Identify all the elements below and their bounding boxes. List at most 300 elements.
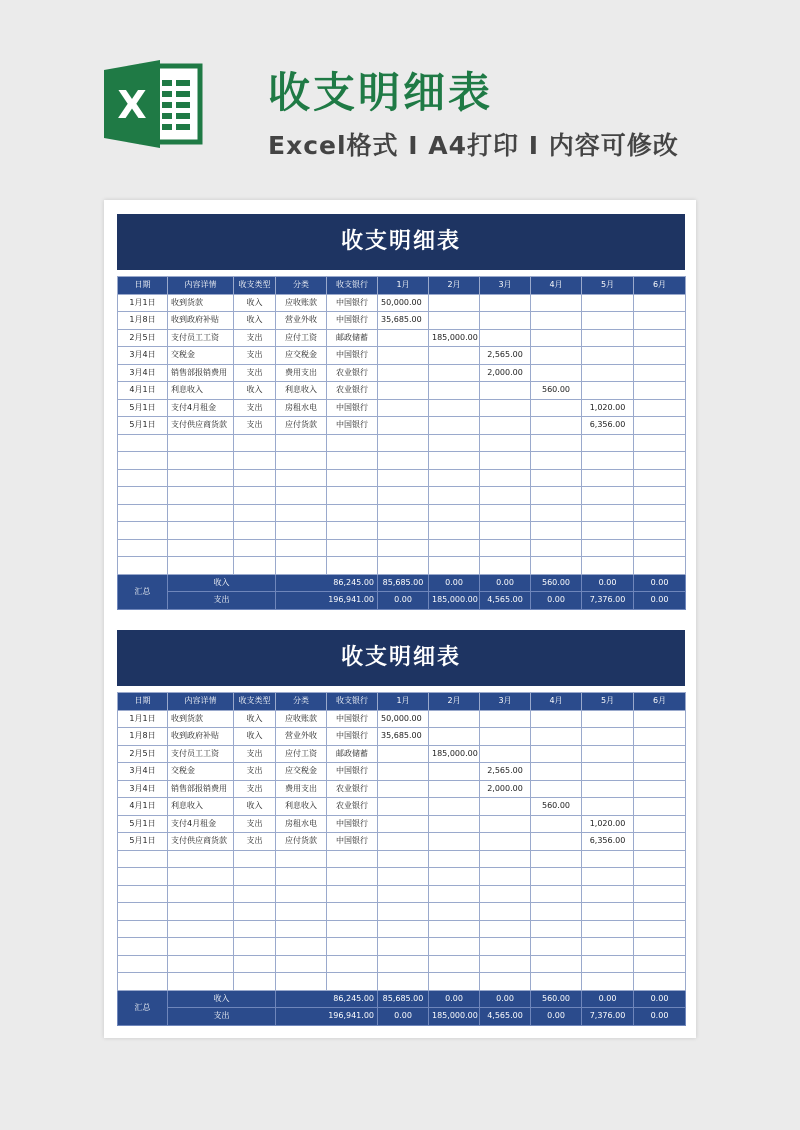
table-cell[interactable] [429, 763, 480, 781]
table-cell[interactable]: 中国银行 [327, 312, 378, 330]
table-cell[interactable] [480, 728, 531, 746]
table-cell[interactable] [429, 504, 480, 522]
table-cell[interactable] [234, 539, 276, 557]
table-cell[interactable] [634, 868, 686, 886]
table-cell[interactable] [480, 469, 531, 487]
table-cell[interactable]: 支付供应商货款 [168, 417, 234, 435]
table-cell[interactable] [378, 955, 429, 973]
table-cell[interactable]: 中国银行 [327, 728, 378, 746]
table-cell[interactable] [378, 469, 429, 487]
table-cell[interactable] [276, 522, 327, 540]
table-cell[interactable]: 收入 [234, 382, 276, 400]
table-cell[interactable] [582, 504, 634, 522]
table-cell[interactable] [531, 487, 582, 505]
table-cell[interactable] [531, 815, 582, 833]
table-cell[interactable] [118, 487, 168, 505]
table-cell[interactable] [634, 745, 686, 763]
table-cell[interactable]: 支付供应商货款 [168, 833, 234, 851]
table-cell[interactable]: 2,565.00 [480, 347, 531, 365]
table-cell[interactable]: 销售部报销费用 [168, 780, 234, 798]
table-cell[interactable] [327, 469, 378, 487]
table-cell[interactable]: 3月4日 [118, 364, 168, 382]
table-cell[interactable] [531, 347, 582, 365]
table-cell[interactable] [634, 504, 686, 522]
table-cell[interactable] [429, 417, 480, 435]
table-cell[interactable]: 1月8日 [118, 312, 168, 330]
table-cell[interactable] [582, 763, 634, 781]
summary-income-value[interactable]: 0.00 [429, 990, 480, 1008]
summary-expense-value[interactable]: 0.00 [378, 592, 429, 610]
table-cell[interactable]: 收到货款 [168, 710, 234, 728]
table-cell[interactable]: 支出 [234, 347, 276, 365]
table-cell[interactable] [480, 312, 531, 330]
summary-income-value[interactable]: 0.00 [634, 990, 686, 1008]
table-cell[interactable] [378, 798, 429, 816]
table-cell[interactable] [276, 920, 327, 938]
table-cell[interactable] [118, 920, 168, 938]
table-cell[interactable] [429, 920, 480, 938]
table-cell[interactable]: 应收账款 [276, 294, 327, 312]
table-cell[interactable] [634, 815, 686, 833]
table-cell[interactable] [378, 850, 429, 868]
table-cell[interactable] [582, 710, 634, 728]
table-cell[interactable] [634, 469, 686, 487]
table-cell[interactable] [118, 434, 168, 452]
table-cell[interactable] [378, 780, 429, 798]
table-cell[interactable] [531, 539, 582, 557]
table-cell[interactable]: 应交税金 [276, 347, 327, 365]
table-cell[interactable] [582, 728, 634, 746]
table-cell[interactable]: 应付货款 [276, 833, 327, 851]
table-cell[interactable]: 中国银行 [327, 399, 378, 417]
table-cell[interactable]: 中国银行 [327, 294, 378, 312]
table-cell[interactable] [118, 522, 168, 540]
table-cell[interactable] [234, 469, 276, 487]
table-cell[interactable]: 185,000.00 [429, 745, 480, 763]
table-cell[interactable]: 交税金 [168, 347, 234, 365]
table-cell[interactable]: 560.00 [531, 382, 582, 400]
table-cell[interactable]: 支付4月租金 [168, 399, 234, 417]
table-cell[interactable] [378, 539, 429, 557]
table-cell[interactable]: 费用支出 [276, 780, 327, 798]
summary-income-value[interactable]: 560.00 [531, 574, 582, 592]
table-cell[interactable]: 收入 [234, 798, 276, 816]
table-cell[interactable] [480, 938, 531, 956]
table-cell[interactable] [429, 294, 480, 312]
table-cell[interactable] [378, 347, 429, 365]
table-cell[interactable]: 利息收入 [276, 382, 327, 400]
table-cell[interactable]: 支出 [234, 329, 276, 347]
table-cell[interactable]: 3月4日 [118, 347, 168, 365]
table-cell[interactable] [378, 938, 429, 956]
table-cell[interactable] [480, 710, 531, 728]
table-cell[interactable] [634, 885, 686, 903]
table-cell[interactable] [480, 522, 531, 540]
summary-income-value[interactable]: 86,245.00 [276, 574, 378, 592]
table-cell[interactable] [480, 417, 531, 435]
table-cell[interactable] [531, 294, 582, 312]
table-cell[interactable] [234, 850, 276, 868]
table-cell[interactable] [531, 850, 582, 868]
table-cell[interactable]: 1,020.00 [582, 815, 634, 833]
table-cell[interactable] [531, 728, 582, 746]
table-cell[interactable] [118, 539, 168, 557]
table-cell[interactable] [168, 522, 234, 540]
table-cell[interactable]: 收入 [234, 312, 276, 330]
table-cell[interactable]: 农业银行 [327, 364, 378, 382]
table-cell[interactable] [378, 487, 429, 505]
table-cell[interactable] [168, 557, 234, 575]
table-cell[interactable] [276, 469, 327, 487]
table-cell[interactable] [327, 850, 378, 868]
table-cell[interactable] [327, 973, 378, 991]
table-cell[interactable]: 中国银行 [327, 833, 378, 851]
table-cell[interactable]: 营业外收 [276, 312, 327, 330]
table-cell[interactable]: 房租水电 [276, 399, 327, 417]
table-cell[interactable] [276, 557, 327, 575]
table-cell[interactable] [634, 780, 686, 798]
table-cell[interactable] [234, 938, 276, 956]
table-cell[interactable] [480, 885, 531, 903]
table-cell[interactable] [634, 920, 686, 938]
table-cell[interactable] [531, 938, 582, 956]
table-cell[interactable] [378, 833, 429, 851]
table-cell[interactable] [378, 868, 429, 886]
table-cell[interactable] [582, 557, 634, 575]
table-cell[interactable] [276, 903, 327, 921]
table-cell[interactable] [378, 745, 429, 763]
table-cell[interactable]: 收入 [234, 710, 276, 728]
table-cell[interactable] [582, 903, 634, 921]
table-cell[interactable] [429, 903, 480, 921]
table-cell[interactable] [480, 955, 531, 973]
table-cell[interactable]: 收入 [234, 728, 276, 746]
table-cell[interactable] [429, 434, 480, 452]
table-cell[interactable] [531, 763, 582, 781]
table-cell[interactable] [531, 469, 582, 487]
table-cell[interactable] [480, 329, 531, 347]
table-cell[interactable] [480, 973, 531, 991]
table-cell[interactable]: 支付4月租金 [168, 815, 234, 833]
table-cell[interactable] [480, 294, 531, 312]
table-cell[interactable] [378, 382, 429, 400]
table-cell[interactable] [327, 903, 378, 921]
table-cell[interactable] [378, 885, 429, 903]
table-cell[interactable] [531, 903, 582, 921]
table-cell[interactable] [582, 920, 634, 938]
table-cell[interactable] [168, 469, 234, 487]
table-cell[interactable] [327, 938, 378, 956]
table-cell[interactable] [634, 347, 686, 365]
table-cell[interactable] [582, 469, 634, 487]
table-cell[interactable] [531, 329, 582, 347]
summary-income-value[interactable]: 0.00 [480, 990, 531, 1008]
table-cell[interactable] [234, 557, 276, 575]
table-cell[interactable] [634, 294, 686, 312]
table-cell[interactable] [531, 955, 582, 973]
table-cell[interactable] [634, 798, 686, 816]
table-cell[interactable]: 邮政储蓄 [327, 745, 378, 763]
summary-income-value[interactable]: 0.00 [582, 574, 634, 592]
table-cell[interactable]: 中国银行 [327, 347, 378, 365]
table-cell[interactable]: 1月1日 [118, 710, 168, 728]
table-cell[interactable]: 收到政府补贴 [168, 312, 234, 330]
table-cell[interactable] [634, 728, 686, 746]
table-cell[interactable] [118, 452, 168, 470]
table-cell[interactable] [634, 955, 686, 973]
table-cell[interactable] [531, 452, 582, 470]
table-cell[interactable]: 3月4日 [118, 780, 168, 798]
table-cell[interactable] [378, 763, 429, 781]
table-cell[interactable] [582, 452, 634, 470]
table-cell[interactable] [118, 504, 168, 522]
table-cell[interactable] [531, 417, 582, 435]
table-cell[interactable] [168, 903, 234, 921]
table-cell[interactable] [276, 539, 327, 557]
table-cell[interactable]: 应收账款 [276, 710, 327, 728]
table-cell[interactable] [582, 745, 634, 763]
table-cell[interactable] [531, 920, 582, 938]
table-cell[interactable] [378, 815, 429, 833]
table-cell[interactable]: 2,000.00 [480, 364, 531, 382]
table-cell[interactable] [634, 938, 686, 956]
table-cell[interactable] [429, 487, 480, 505]
table-cell[interactable] [168, 539, 234, 557]
table-cell[interactable] [480, 798, 531, 816]
table-cell[interactable] [582, 798, 634, 816]
table-cell[interactable] [168, 504, 234, 522]
table-cell[interactable] [634, 329, 686, 347]
table-cell[interactable]: 应付工资 [276, 329, 327, 347]
summary-expense-value[interactable]: 7,376.00 [582, 592, 634, 610]
table-cell[interactable]: 50,000.00 [378, 294, 429, 312]
table-cell[interactable] [276, 504, 327, 522]
table-cell[interactable] [531, 868, 582, 886]
table-cell[interactable] [276, 434, 327, 452]
table-cell[interactable]: 支付员工工资 [168, 329, 234, 347]
table-cell[interactable] [531, 557, 582, 575]
table-cell[interactable] [634, 903, 686, 921]
table-cell[interactable] [582, 885, 634, 903]
table-cell[interactable] [429, 452, 480, 470]
table-cell[interactable] [168, 938, 234, 956]
table-cell[interactable] [234, 868, 276, 886]
table-cell[interactable] [378, 973, 429, 991]
table-cell[interactable] [582, 868, 634, 886]
table-cell[interactable] [429, 557, 480, 575]
table-cell[interactable]: 收到政府补贴 [168, 728, 234, 746]
table-cell[interactable] [327, 920, 378, 938]
table-cell[interactable] [480, 745, 531, 763]
table-cell[interactable] [118, 973, 168, 991]
table-cell[interactable]: 35,685.00 [378, 312, 429, 330]
table-cell[interactable] [118, 557, 168, 575]
summary-income-value[interactable]: 86,245.00 [276, 990, 378, 1008]
table-cell[interactable]: 农业银行 [327, 798, 378, 816]
table-cell[interactable] [276, 955, 327, 973]
table-cell[interactable] [378, 903, 429, 921]
table-cell[interactable] [582, 850, 634, 868]
table-cell[interactable] [234, 920, 276, 938]
table-cell[interactable] [429, 955, 480, 973]
summary-expense-value[interactable]: 0.00 [531, 592, 582, 610]
table-cell[interactable] [429, 539, 480, 557]
table-cell[interactable] [531, 833, 582, 851]
table-cell[interactable] [531, 504, 582, 522]
table-cell[interactable] [118, 469, 168, 487]
table-cell[interactable] [634, 312, 686, 330]
table-cell[interactable] [234, 903, 276, 921]
table-cell[interactable] [582, 973, 634, 991]
table-cell[interactable] [582, 539, 634, 557]
table-cell[interactable] [480, 920, 531, 938]
table-cell[interactable] [480, 539, 531, 557]
table-cell[interactable] [634, 557, 686, 575]
table-cell[interactable]: 农业银行 [327, 382, 378, 400]
table-cell[interactable] [582, 434, 634, 452]
table-cell[interactable] [480, 487, 531, 505]
table-cell[interactable] [429, 399, 480, 417]
table-cell[interactable] [234, 955, 276, 973]
table-cell[interactable]: 4月1日 [118, 798, 168, 816]
table-cell[interactable] [531, 312, 582, 330]
summary-expense-value[interactable]: 4,565.00 [480, 592, 531, 610]
table-cell[interactable] [429, 798, 480, 816]
table-cell[interactable] [327, 434, 378, 452]
table-cell[interactable] [327, 885, 378, 903]
table-cell[interactable] [429, 973, 480, 991]
table-cell[interactable] [327, 522, 378, 540]
table-cell[interactable]: 6,356.00 [582, 417, 634, 435]
table-cell[interactable] [118, 955, 168, 973]
table-cell[interactable] [327, 868, 378, 886]
table-cell[interactable] [582, 487, 634, 505]
table-cell[interactable]: 2月5日 [118, 745, 168, 763]
table-cell[interactable] [582, 780, 634, 798]
summary-income-value[interactable]: 85,685.00 [378, 574, 429, 592]
table-cell[interactable]: 4月1日 [118, 382, 168, 400]
table-cell[interactable] [168, 955, 234, 973]
table-cell[interactable]: 支出 [234, 364, 276, 382]
table-cell[interactable] [634, 417, 686, 435]
table-cell[interactable] [429, 522, 480, 540]
table-cell[interactable] [634, 763, 686, 781]
summary-income-value[interactable]: 560.00 [531, 990, 582, 1008]
table-cell[interactable] [480, 504, 531, 522]
table-cell[interactable]: 利息收入 [276, 798, 327, 816]
table-cell[interactable] [480, 434, 531, 452]
table-cell[interactable] [327, 487, 378, 505]
table-cell[interactable] [531, 745, 582, 763]
table-cell[interactable] [378, 329, 429, 347]
table-cell[interactable] [531, 973, 582, 991]
table-cell[interactable]: 3月4日 [118, 763, 168, 781]
table-cell[interactable]: 1月8日 [118, 728, 168, 746]
table-cell[interactable]: 支付员工工资 [168, 745, 234, 763]
table-cell[interactable]: 5月1日 [118, 833, 168, 851]
table-cell[interactable] [634, 710, 686, 728]
table-cell[interactable]: 1月1日 [118, 294, 168, 312]
table-cell[interactable]: 185,000.00 [429, 329, 480, 347]
table-cell[interactable]: 2月5日 [118, 329, 168, 347]
table-cell[interactable] [168, 920, 234, 938]
summary-expense-value[interactable]: 185,000.00 [429, 1008, 480, 1026]
table-cell[interactable]: 5月1日 [118, 417, 168, 435]
table-cell[interactable]: 6,356.00 [582, 833, 634, 851]
table-cell[interactable] [118, 885, 168, 903]
table-cell[interactable] [634, 382, 686, 400]
table-cell[interactable]: 支出 [234, 815, 276, 833]
table-cell[interactable] [276, 487, 327, 505]
summary-expense-value[interactable]: 0.00 [531, 1008, 582, 1026]
table-cell[interactable] [378, 504, 429, 522]
summary-expense-value[interactable]: 196,941.00 [276, 1008, 378, 1026]
table-cell[interactable]: 中国银行 [327, 763, 378, 781]
table-cell[interactable]: 应交税金 [276, 763, 327, 781]
table-cell[interactable] [531, 522, 582, 540]
table-cell[interactable]: 支出 [234, 417, 276, 435]
table-cell[interactable]: 邮政储蓄 [327, 329, 378, 347]
table-cell[interactable] [378, 399, 429, 417]
table-cell[interactable]: 收入 [234, 294, 276, 312]
table-cell[interactable]: 农业银行 [327, 780, 378, 798]
table-cell[interactable] [378, 557, 429, 575]
table-cell[interactable] [582, 522, 634, 540]
table-cell[interactable] [429, 815, 480, 833]
table-cell[interactable] [429, 347, 480, 365]
table-cell[interactable]: 利息收入 [168, 798, 234, 816]
table-cell[interactable] [429, 868, 480, 886]
summary-income-value[interactable]: 0.00 [634, 574, 686, 592]
table-cell[interactable]: 交税金 [168, 763, 234, 781]
table-cell[interactable]: 费用支出 [276, 364, 327, 382]
table-cell[interactable] [168, 452, 234, 470]
table-cell[interactable] [480, 452, 531, 470]
table-cell[interactable] [276, 973, 327, 991]
table-cell[interactable]: 支出 [234, 833, 276, 851]
summary-expense-value[interactable]: 185,000.00 [429, 592, 480, 610]
table-cell[interactable] [634, 522, 686, 540]
table-cell[interactable]: 中国银行 [327, 815, 378, 833]
table-cell[interactable] [634, 364, 686, 382]
table-cell[interactable] [234, 434, 276, 452]
table-cell[interactable] [480, 850, 531, 868]
table-cell[interactable]: 应付货款 [276, 417, 327, 435]
table-cell[interactable] [634, 399, 686, 417]
summary-expense-value[interactable]: 4,565.00 [480, 1008, 531, 1026]
table-cell[interactable] [168, 973, 234, 991]
table-cell[interactable] [429, 710, 480, 728]
summary-expense-value[interactable]: 0.00 [378, 1008, 429, 1026]
table-cell[interactable] [168, 885, 234, 903]
table-cell[interactable] [327, 557, 378, 575]
table-cell[interactable] [634, 833, 686, 851]
table-cell[interactable] [118, 850, 168, 868]
table-cell[interactable] [429, 780, 480, 798]
summary-income-value[interactable]: 0.00 [480, 574, 531, 592]
table-cell[interactable] [276, 938, 327, 956]
table-cell[interactable] [634, 973, 686, 991]
table-cell[interactable]: 560.00 [531, 798, 582, 816]
summary-expense-value[interactable]: 7,376.00 [582, 1008, 634, 1026]
table-cell[interactable]: 支出 [234, 745, 276, 763]
table-cell[interactable]: 支出 [234, 780, 276, 798]
table-cell[interactable]: 35,685.00 [378, 728, 429, 746]
table-cell[interactable] [378, 452, 429, 470]
table-cell[interactable] [168, 487, 234, 505]
table-cell[interactable] [234, 973, 276, 991]
table-cell[interactable]: 中国银行 [327, 417, 378, 435]
